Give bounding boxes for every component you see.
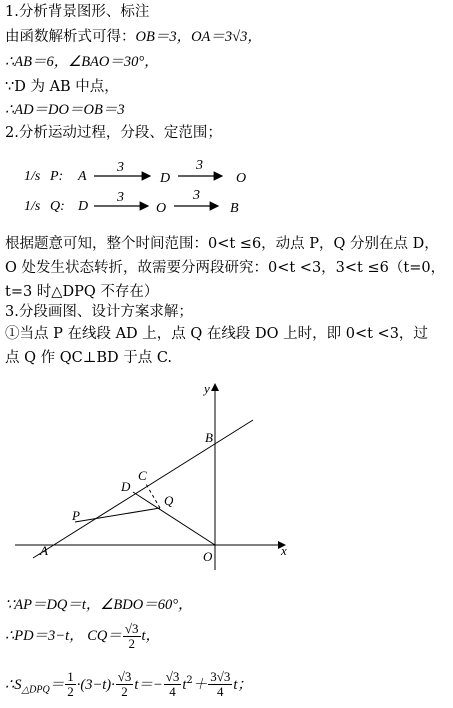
- fraction-cq-num: √3: [124, 620, 139, 636]
- line-pd-cq-text: ∴PD＝3−t， CQ＝: [5, 628, 122, 644]
- flow-row1-to: O: [236, 171, 247, 186]
- label-o: O: [203, 549, 213, 564]
- line-equal-segments: ∴AD＝DO＝OB＝3: [5, 102, 125, 118]
- area-t: t: [182, 676, 187, 693]
- line-function-math: OB＝3，OA＝3√3，: [135, 29, 262, 45]
- area-s: ∴S: [5, 676, 22, 693]
- line-perpendicular: 点 Q 作 QC⊥BD 于点 C.: [5, 350, 173, 366]
- segment-pq: [75, 508, 160, 522]
- motion-flow-diagram: [0, 160, 453, 220]
- fraction-s3-den: 4: [217, 684, 224, 700]
- flow-row1-speed: 1/s: [24, 169, 41, 184]
- line-ab: [33, 420, 253, 558]
- flow-row2-dist2: 3: [193, 188, 200, 203]
- fraction-s2-den: 4: [169, 684, 176, 700]
- step2-heading: 2.分析运动过程，分段、定范围；: [5, 125, 222, 141]
- flow-row2-to: B: [230, 201, 239, 216]
- line-ab-angle: ∴AB＝6，∠BAO＝30°，: [5, 54, 159, 70]
- area-plus: ＋: [192, 676, 208, 693]
- fraction-s2: [164, 670, 182, 699]
- fraction-s1: [116, 670, 134, 699]
- label-q: Q: [164, 493, 174, 508]
- line-nonexistent: t=3 时△DPQ 不存在）: [5, 284, 159, 300]
- area-factor: ·(3−t)·: [76, 676, 115, 693]
- fraction-s3: [208, 670, 232, 699]
- flow-row2-from: D: [78, 199, 89, 214]
- fraction-half-den: 2: [67, 684, 74, 700]
- fraction-s2-num: √3: [165, 669, 180, 685]
- area-subscript: △DPQ: [21, 684, 50, 696]
- label-c: C: [138, 468, 147, 483]
- line-function-values: [5, 27, 262, 47]
- fraction-s1-num: √3: [117, 669, 132, 685]
- flow-row1-dist2: 3: [196, 160, 203, 173]
- y-axis-label: y: [204, 381, 210, 396]
- flow-row2-speed: 1/s: [24, 199, 41, 214]
- label-d: D: [121, 479, 131, 494]
- line-case1: ①当点 P 在线段 AD 上，点 Q 在线段 DO 上时，即 0<t <3，过: [5, 326, 428, 342]
- fraction-cq: [123, 622, 141, 651]
- flow-row2-point: Q:: [50, 199, 65, 214]
- step1-heading: 1.分析背景图形、标注: [5, 4, 150, 20]
- line-two-stages: O 处发生状态转折，故需要分两段研究：0<t <3，3<t ≤6（t=0，: [5, 260, 446, 276]
- flow-row1-point: P:: [50, 169, 64, 184]
- line-ap-dq: ∵AP＝DQ＝t，∠BDO＝60°，: [5, 597, 193, 613]
- line-time-range: 根据题意可知，整个时间范围：0<t ≤6，动点 P，Q 分别在点 D，: [5, 236, 439, 252]
- line-pd-cq-tail: t，: [141, 628, 161, 644]
- flow-row1-mid: D: [160, 171, 171, 186]
- geometry-figure: [0, 380, 453, 570]
- area-eq: ＝: [49, 676, 65, 693]
- x-axis-label: x: [281, 543, 287, 558]
- label-a: A: [40, 543, 48, 558]
- area-minus: t＝−: [134, 676, 163, 693]
- flow-row1-from: A: [78, 169, 87, 184]
- line-function-text: 由函数解析式可得：: [5, 29, 136, 45]
- fraction-half: [65, 670, 76, 699]
- fraction-cq-den: 2: [128, 635, 135, 651]
- line-pd-cq: [5, 620, 160, 652]
- line-area-formula: [5, 664, 252, 698]
- flow-row2-mid: O: [156, 201, 167, 216]
- fraction-s1-den: 2: [121, 684, 128, 700]
- flow-row2-dist1: 3: [117, 190, 124, 205]
- area-tail: t；: [233, 676, 252, 693]
- fraction-s3-num: 3√3: [210, 669, 231, 685]
- line-d-midpoint: ∵D 为 AB 中点，: [5, 79, 119, 95]
- label-b: B: [205, 430, 213, 445]
- label-p: P: [72, 508, 80, 523]
- segment-do: [133, 492, 215, 545]
- fraction-half-num: 1: [67, 669, 74, 685]
- step3-heading: 3.分段画图、设计方案求解；: [5, 304, 193, 320]
- area-exponent: 2: [186, 675, 193, 686]
- flow-row1-dist1: 3: [117, 160, 124, 175]
